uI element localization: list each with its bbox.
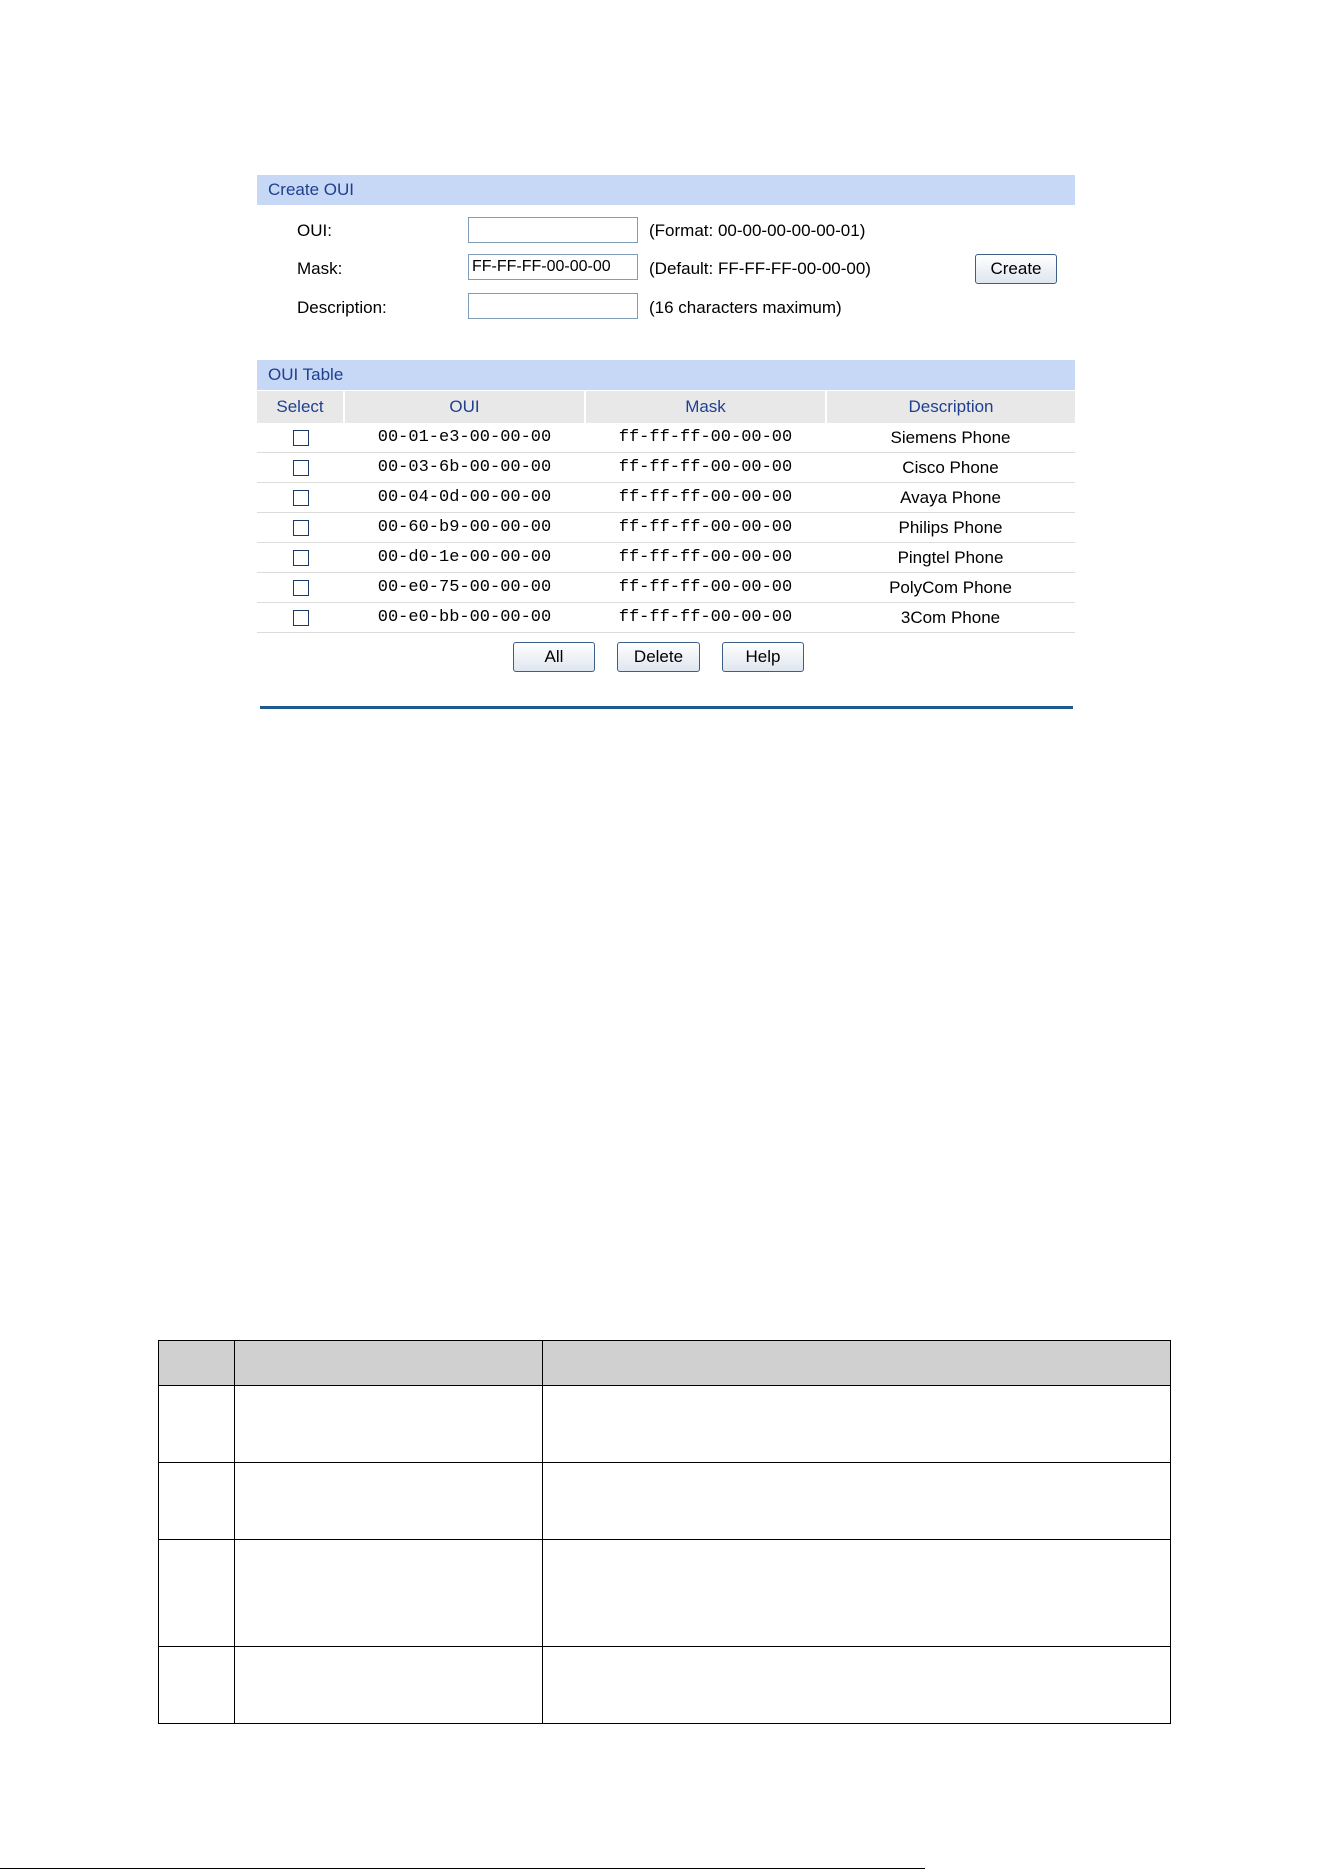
mask-default-hint: (Default: FF-FF-FF-00-00-00) [649,259,871,278]
oui-table-header: OUI Table [257,360,1075,390]
document-table-row [159,1647,1171,1724]
oui-input[interactable] [468,217,638,243]
oui-table [257,391,1075,633]
document-cell [235,1647,543,1724]
select-cell [257,423,344,453]
document-cell [235,1463,543,1540]
description-cell: Pingtel Phone [826,543,1075,573]
row-checkbox[interactable] [293,490,309,506]
mask-cell: ff-ff-ff-00-00-00 [585,483,826,513]
row-checkbox[interactable] [293,550,309,566]
row-checkbox[interactable] [293,430,309,446]
row-checkbox[interactable] [293,520,309,536]
footer-rule [0,1868,925,1869]
table-row [257,423,1075,453]
document-cell [159,1647,235,1724]
oui-cell: 00-e0-75-00-00-00 [344,573,585,603]
document-cell [543,1540,1171,1647]
table-row [257,603,1075,633]
document-table-header-row [159,1341,1171,1386]
document-cell [159,1540,235,1647]
mask-cell: ff-ff-ff-00-00-00 [585,513,826,543]
row-checkbox[interactable] [293,610,309,626]
column-header-select: Select [257,391,344,423]
oui-cell: 00-01-e3-00-00-00 [344,423,585,453]
document-table-row [159,1540,1171,1647]
document-cell [235,1386,543,1463]
oui-cell: 00-e0-bb-00-00-00 [344,603,585,633]
delete-button[interactable]: Delete [617,642,700,672]
header-cell [159,1341,235,1386]
document-cell [159,1386,235,1463]
select-cell [257,573,344,603]
select-all-button[interactable]: All [513,642,595,672]
select-cell [257,513,344,543]
section-divider [260,706,1073,709]
description-cell: PolyCom Phone [826,573,1075,603]
oui-cell: 00-03-6b-00-00-00 [344,453,585,483]
column-header-oui: OUI [344,391,585,423]
table-row [257,513,1075,543]
mask-cell: ff-ff-ff-00-00-00 [585,603,826,633]
oui-label: OUI: [297,221,332,240]
mask-cell: ff-ff-ff-00-00-00 [585,453,826,483]
description-cell: Philips Phone [826,513,1075,543]
document-cell [543,1463,1171,1540]
description-cell: Avaya Phone [826,483,1075,513]
table-row [257,453,1075,483]
description-cell: Siemens Phone [826,423,1075,453]
description-label: Description: [297,298,387,317]
header-cell [235,1341,543,1386]
document-table-row [159,1463,1171,1540]
select-cell [257,603,344,633]
description-cell: Cisco Phone [826,453,1075,483]
mask-cell: ff-ff-ff-00-00-00 [585,573,826,603]
document-cell [235,1540,543,1647]
oui-format-hint: (Format: 00-00-00-00-00-01) [649,221,866,240]
document-cell [159,1463,235,1540]
document-cell [543,1647,1171,1724]
description-length-hint: (16 characters maximum) [649,298,842,317]
description-input[interactable] [468,293,638,319]
select-cell [257,543,344,573]
oui-table-header-row [257,391,1075,423]
description-cell: 3Com Phone [826,603,1075,633]
row-checkbox[interactable] [293,580,309,596]
column-header-mask: Mask [585,391,826,423]
document-cell [543,1386,1171,1463]
row-checkbox[interactable] [293,460,309,476]
mask-cell: ff-ff-ff-00-00-00 [585,423,826,453]
table-row [257,573,1075,603]
oui-cell: 00-60-b9-00-00-00 [344,513,585,543]
select-cell [257,453,344,483]
oui-cell: 00-04-0d-00-00-00 [344,483,585,513]
header-cell [543,1341,1171,1386]
document-table [158,1340,1171,1724]
column-header-description: Description [826,391,1075,423]
create-oui-header: Create OUI [257,175,1075,205]
table-row [257,483,1075,513]
oui-cell: 00-d0-1e-00-00-00 [344,543,585,573]
mask-cell: ff-ff-ff-00-00-00 [585,543,826,573]
help-button[interactable]: Help [722,642,804,672]
create-button[interactable]: Create [975,254,1057,284]
table-row [257,543,1075,573]
mask-input[interactable] [468,254,638,280]
document-table-row [159,1386,1171,1463]
mask-label: Mask: [297,259,343,278]
select-cell [257,483,344,513]
